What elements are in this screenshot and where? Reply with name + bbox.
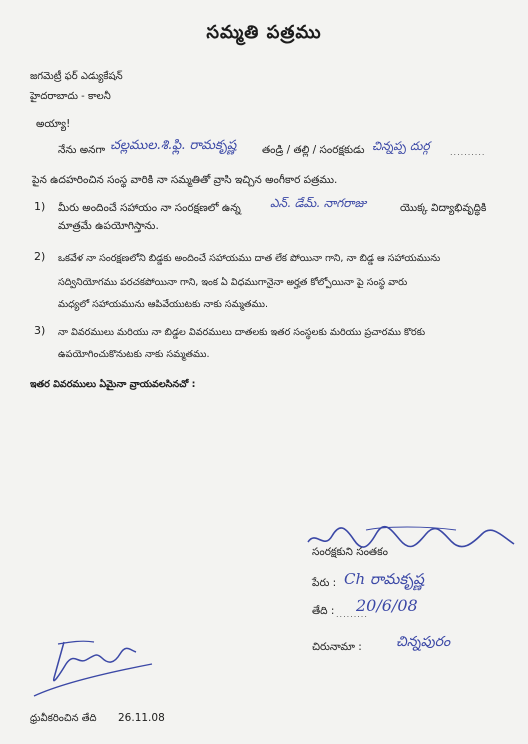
item-2-line-2: సద్వినియోగము పరచకపోయినా గాని, ఇంక ఏ విధముగానైనా అర్హత కోల్పోయినా పై సంస్థ వారు [58, 277, 408, 288]
fill-dots: .......... [450, 148, 486, 157]
item-1-child-handwritten: ఎన్. డేమ్. నాగరాజు [270, 196, 367, 210]
guardian-signature-label: సంరక్షకుని సంతకం [312, 546, 388, 558]
intro-prefix: నేను అనగా [58, 144, 106, 156]
organization-name: జగమెట్రీ ఫర్ ఎడ్యుకేషన్ [30, 71, 123, 82]
item-2-line-1: ఒకవేళ నా సంరక్షణలోని బిడ్డకు అందించే సహాయము దాత లేక పోయినా గాని, నా బిడ్డ ఆ సహాయమును [58, 253, 441, 264]
relationship-label: తండ్రి / తల్లి / సంరక్షకుడు [262, 144, 365, 156]
verified-date-label: ధ్రువీకరించిన తేది [30, 713, 97, 724]
date-handwritten: 20/6/08 [356, 596, 418, 615]
intro-line-2: పైన ఉదహరించిన సంస్థ వారికి నా సమ్మతితో వ్రాసి ఇచ్చిన అంగీకార పత్రము. [32, 174, 338, 186]
parent-name-handwritten: చల్లముల.శి.ఫ్లి. రామకృష్ణ [110, 138, 237, 153]
address-label: చిరునామా : [312, 641, 362, 653]
address-handwritten: చిన్నపురం [396, 634, 451, 650]
date-label: తేది : [312, 605, 335, 617]
name-label: పేరు : [312, 577, 337, 589]
item-1-line-2: మాత్రమే ఉపయోగిస్తాను. [58, 220, 159, 232]
item-3-line-2: ఉపయోగించుకొనుటకు నాకు సమ్మతము. [58, 349, 210, 360]
name-handwritten: Ch రామకృష్ణ [344, 570, 424, 588]
item-1-text-end: యొక్క విద్యాభివృద్ధికి [400, 202, 487, 214]
verified-date: 26.11.08 [118, 712, 165, 724]
verifier-signature [30, 634, 160, 702]
date-dots: ......... [336, 610, 368, 619]
item-3-line-1: నా వివరములు మరియు నా బిడ్డల వివరములు దాతలకు ఇతర సంస్థలకు మరియు ప్రచారము కొరకు [58, 327, 426, 338]
document-title: సమ్మతి పత్రము [206, 22, 322, 43]
item-1-number: 1) [34, 200, 46, 213]
other-details-label: ఇతర వివరములు ఏమైనా వ్రాయవలసినచో : [30, 379, 196, 390]
salutation: అయ్యా! [36, 118, 71, 130]
item-3-number: 3) [34, 324, 46, 337]
organization-location: హైదరాబాదు - కాలనీ [30, 91, 111, 102]
item-2-line-3: మధ్యలో సహాయమును ఆపివేయుటకు నాకు సమ్మతము. [58, 299, 269, 310]
item-2-number: 2) [34, 250, 46, 263]
item-1-text: మీరు అందించే సహాయం నా సంరక్షణలో ఉన్న [58, 202, 241, 214]
child-name-handwritten: చిన్నప్ప దుర్గ [372, 139, 430, 153]
